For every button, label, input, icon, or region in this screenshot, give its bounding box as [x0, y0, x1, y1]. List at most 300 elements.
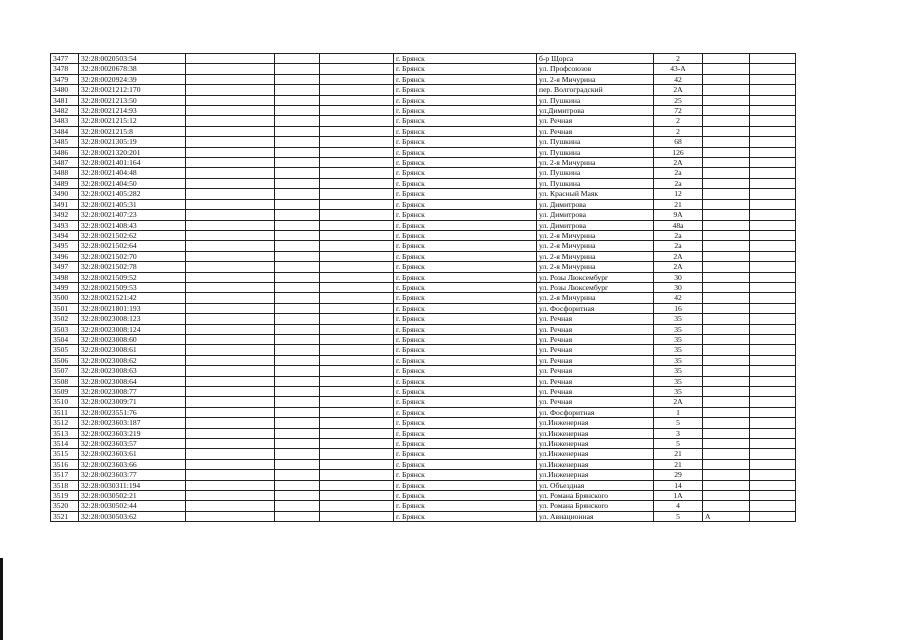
empty-cell	[186, 397, 275, 407]
cadastral-number: 32:28:0021502:78	[79, 262, 186, 272]
cadastral-number: 32:28:0021405:282	[79, 189, 186, 199]
row-number: 3500	[51, 293, 79, 303]
street-cell: ул. Фосфоритная	[537, 407, 654, 417]
empty-cell	[275, 95, 320, 105]
empty-cell	[750, 230, 796, 240]
extra-cell	[703, 418, 750, 428]
empty-cell	[186, 501, 275, 511]
house-cell: 4	[654, 501, 703, 511]
cadastral-number: 32:28:0021213:50	[79, 95, 186, 105]
city-cell: г. Брянск	[394, 85, 537, 95]
table-row	[51, 262, 796, 272]
empty-cell	[750, 355, 796, 365]
empty-cell	[186, 85, 275, 95]
city-cell: г. Брянск	[394, 407, 537, 417]
empty-cell	[750, 418, 796, 428]
house-cell: 2а	[654, 168, 703, 178]
city-cell: г. Брянск	[394, 334, 537, 344]
row-number: 3521	[51, 511, 79, 521]
cadastral-number: 32:28:0020503:54	[79, 54, 186, 64]
city-cell: г. Брянск	[394, 126, 537, 136]
table-row	[51, 282, 796, 292]
empty-cell	[750, 95, 796, 105]
extra-cell	[703, 376, 750, 386]
empty-cell	[750, 85, 796, 95]
empty-cell	[186, 106, 275, 116]
empty-cell	[320, 470, 394, 480]
empty-cell	[275, 387, 320, 397]
empty-cell	[275, 511, 320, 521]
cadastral-number: 32:28:0030502:44	[79, 501, 186, 511]
street-cell: ул. Пушкина	[537, 147, 654, 157]
table-row	[51, 74, 796, 84]
empty-cell	[275, 137, 320, 147]
extra-cell	[703, 137, 750, 147]
row-number: 3515	[51, 449, 79, 459]
empty-cell	[320, 95, 394, 105]
empty-cell	[320, 54, 394, 64]
row-number: 3488	[51, 168, 79, 178]
street-cell: ул. Речная	[537, 366, 654, 376]
empty-cell	[275, 241, 320, 251]
empty-cell	[186, 470, 275, 480]
empty-cell	[750, 262, 796, 272]
cadastral-number: 32:28:0023008:124	[79, 324, 186, 334]
cadastral-number: 32:28:0021509:53	[79, 282, 186, 292]
row-number: 3520	[51, 501, 79, 511]
empty-cell	[186, 439, 275, 449]
table-row	[51, 407, 796, 417]
empty-cell	[750, 178, 796, 188]
empty-cell	[320, 355, 394, 365]
table-row	[51, 428, 796, 438]
row-number: 3491	[51, 199, 79, 209]
street-cell: ул. Пушкина	[537, 168, 654, 178]
cadastral-number: 32:28:0023603:219	[79, 428, 186, 438]
empty-cell	[186, 262, 275, 272]
cadastral-number: 32:28:0023008:123	[79, 314, 186, 324]
empty-cell	[275, 459, 320, 469]
table-row	[51, 251, 796, 261]
empty-cell	[275, 106, 320, 116]
street-cell: ул. Авиационная	[537, 511, 654, 521]
table-row	[51, 158, 796, 168]
cadastral-number: 32:28:0023603:57	[79, 439, 186, 449]
extra-cell	[703, 54, 750, 64]
city-cell: г. Брянск	[394, 480, 537, 490]
empty-cell	[186, 334, 275, 344]
cadastral-number: 32:28:0023008:60	[79, 334, 186, 344]
street-cell: ул. Розы Люксембург	[537, 272, 654, 282]
table-row	[51, 116, 796, 126]
extra-cell	[703, 491, 750, 501]
table-row	[51, 199, 796, 209]
house-cell: 30	[654, 282, 703, 292]
row-number: 3501	[51, 303, 79, 313]
empty-cell	[750, 189, 796, 199]
street-cell: ул. Димитрова	[537, 220, 654, 230]
empty-cell	[186, 303, 275, 313]
extra-cell	[703, 158, 750, 168]
street-cell: ул.Инженерная	[537, 459, 654, 469]
house-cell: 35	[654, 366, 703, 376]
empty-cell	[320, 126, 394, 136]
row-number: 3482	[51, 106, 79, 116]
empty-cell	[275, 470, 320, 480]
cadastral-number: 32:28:0023008:64	[79, 376, 186, 386]
row-number: 3499	[51, 282, 79, 292]
empty-cell	[275, 355, 320, 365]
empty-cell	[750, 480, 796, 490]
city-cell: г. Брянск	[394, 168, 537, 178]
empty-cell	[186, 418, 275, 428]
empty-cell	[275, 210, 320, 220]
extra-cell	[703, 282, 750, 292]
table-row	[51, 230, 796, 240]
street-cell: ул. Речная	[537, 126, 654, 136]
row-number: 3514	[51, 439, 79, 449]
city-cell: г. Брянск	[394, 74, 537, 84]
empty-cell	[186, 210, 275, 220]
street-cell: ул. Фосфоритная	[537, 303, 654, 313]
empty-cell	[750, 501, 796, 511]
empty-cell	[186, 272, 275, 282]
row-number: 3490	[51, 189, 79, 199]
empty-cell	[186, 251, 275, 261]
cadastral-number: 32:28:0021214:93	[79, 106, 186, 116]
cadastral-number: 32:28:0021502:64	[79, 241, 186, 251]
row-number: 3517	[51, 470, 79, 480]
table-row	[51, 470, 796, 480]
empty-cell	[186, 366, 275, 376]
cadastral-number: 32:28:0021212:170	[79, 85, 186, 95]
empty-cell	[750, 428, 796, 438]
street-cell: ул. 2-я Мичурина	[537, 251, 654, 261]
street-cell: ул. 2-я Мичурина	[537, 241, 654, 251]
empty-cell	[750, 366, 796, 376]
table-row	[51, 210, 796, 220]
city-cell: г. Брянск	[394, 189, 537, 199]
city-cell: г. Брянск	[394, 459, 537, 469]
house-cell: 2А	[654, 262, 703, 272]
street-cell: ул. Объездная	[537, 480, 654, 490]
empty-cell	[320, 345, 394, 355]
city-cell: г. Брянск	[394, 210, 537, 220]
city-cell: г. Брянск	[394, 501, 537, 511]
row-number: 3505	[51, 345, 79, 355]
table-row	[51, 95, 796, 105]
cadastral-number: 32:28:0023008:77	[79, 387, 186, 397]
house-cell: 5	[654, 511, 703, 521]
empty-cell	[275, 345, 320, 355]
empty-cell	[186, 480, 275, 490]
row-number: 3513	[51, 428, 79, 438]
table-row	[51, 501, 796, 511]
empty-cell	[320, 230, 394, 240]
empty-cell	[186, 355, 275, 365]
house-cell: 35	[654, 376, 703, 386]
extra-cell	[703, 272, 750, 282]
empty-cell	[320, 314, 394, 324]
row-number: 3504	[51, 334, 79, 344]
empty-cell	[750, 397, 796, 407]
table-row	[51, 345, 796, 355]
table-row	[51, 418, 796, 428]
empty-cell	[186, 230, 275, 240]
page-edge-mark	[0, 558, 3, 640]
extra-cell	[703, 439, 750, 449]
table-row	[51, 334, 796, 344]
cadastral-number: 32:28:0023009:71	[79, 397, 186, 407]
house-cell: 2А	[654, 397, 703, 407]
house-cell: 35	[654, 314, 703, 324]
empty-cell	[186, 126, 275, 136]
house-cell: 2	[654, 116, 703, 126]
extra-cell	[703, 387, 750, 397]
city-cell: г. Брянск	[394, 439, 537, 449]
extra-cell	[703, 147, 750, 157]
empty-cell	[750, 314, 796, 324]
extra-cell	[703, 324, 750, 334]
empty-cell	[750, 147, 796, 157]
table-row	[51, 241, 796, 251]
street-cell: ул. Красный Маяк	[537, 189, 654, 199]
empty-cell	[275, 158, 320, 168]
street-cell: ул. Димитрова	[537, 199, 654, 209]
cadastral-number: 32:28:0021521:42	[79, 293, 186, 303]
house-cell: 42	[654, 293, 703, 303]
extra-cell	[703, 199, 750, 209]
empty-cell	[320, 282, 394, 292]
house-cell: 48а	[654, 220, 703, 230]
extra-cell	[703, 168, 750, 178]
extra-cell	[703, 230, 750, 240]
empty-cell	[275, 397, 320, 407]
city-cell: г. Брянск	[394, 397, 537, 407]
cadastral-number: 32:28:0023603:187	[79, 418, 186, 428]
empty-cell	[186, 74, 275, 84]
city-cell: г. Брянск	[394, 345, 537, 355]
cadastral-number: 32:28:0021405:31	[79, 199, 186, 209]
extra-cell	[703, 95, 750, 105]
empty-cell	[186, 220, 275, 230]
city-cell: г. Брянск	[394, 147, 537, 157]
street-cell: ул. Романа Брянского	[537, 501, 654, 511]
extra-cell	[703, 126, 750, 136]
house-cell: 2	[654, 126, 703, 136]
empty-cell	[275, 428, 320, 438]
empty-cell	[750, 126, 796, 136]
city-cell: г. Брянск	[394, 491, 537, 501]
city-cell: г. Брянск	[394, 137, 537, 147]
empty-cell	[750, 345, 796, 355]
row-number: 3498	[51, 272, 79, 282]
empty-cell	[320, 85, 394, 95]
row-number: 3506	[51, 355, 79, 365]
extra-cell	[703, 459, 750, 469]
empty-cell	[750, 158, 796, 168]
cadastral-number: 32:28:0020678:38	[79, 64, 186, 74]
empty-cell	[320, 241, 394, 251]
empty-cell	[320, 511, 394, 521]
row-number: 3493	[51, 220, 79, 230]
empty-cell	[186, 178, 275, 188]
empty-cell	[186, 95, 275, 105]
table-row	[51, 168, 796, 178]
empty-cell	[275, 272, 320, 282]
city-cell: г. Брянск	[394, 293, 537, 303]
table-row	[51, 459, 796, 469]
empty-cell	[750, 470, 796, 480]
cadastral-number: 32:28:0023551:76	[79, 407, 186, 417]
row-number: 3481	[51, 95, 79, 105]
row-number: 3508	[51, 376, 79, 386]
empty-cell	[750, 387, 796, 397]
empty-cell	[750, 64, 796, 74]
table-row	[51, 324, 796, 334]
empty-cell	[320, 303, 394, 313]
empty-cell	[750, 407, 796, 417]
street-cell: ул. 2-я Мичурина	[537, 262, 654, 272]
empty-cell	[750, 116, 796, 126]
table-row	[51, 106, 796, 116]
cadastral-number: 32:28:0021801:193	[79, 303, 186, 313]
table-row	[51, 387, 796, 397]
city-cell: г. Брянск	[394, 303, 537, 313]
extra-cell	[703, 116, 750, 126]
house-cell: 35	[654, 345, 703, 355]
street-cell: ул. Пушкина	[537, 178, 654, 188]
extra-cell	[703, 480, 750, 490]
empty-cell	[320, 106, 394, 116]
street-cell: ул. 2-я Мичурина	[537, 230, 654, 240]
empty-cell	[320, 147, 394, 157]
table-row	[51, 272, 796, 282]
city-cell: г. Брянск	[394, 282, 537, 292]
row-number: 3497	[51, 262, 79, 272]
street-cell: ул. Речная	[537, 116, 654, 126]
cadastral-number: 32:28:0021320:201	[79, 147, 186, 157]
empty-cell	[320, 137, 394, 147]
extra-cell	[703, 407, 750, 417]
street-cell: ул. Речная	[537, 355, 654, 365]
empty-cell	[750, 106, 796, 116]
extra-cell	[703, 334, 750, 344]
street-cell: ул. Пушкина	[537, 95, 654, 105]
empty-cell	[750, 74, 796, 84]
cadastral-number: 32:28:0021215:8	[79, 126, 186, 136]
city-cell: г. Брянск	[394, 199, 537, 209]
empty-cell	[186, 189, 275, 199]
empty-cell	[750, 220, 796, 230]
empty-cell	[275, 480, 320, 490]
empty-cell	[320, 439, 394, 449]
empty-cell	[275, 189, 320, 199]
extra-cell	[703, 210, 750, 220]
empty-cell	[275, 501, 320, 511]
empty-cell	[275, 220, 320, 230]
row-number: 3489	[51, 178, 79, 188]
house-cell: 29	[654, 470, 703, 480]
empty-cell	[320, 189, 394, 199]
city-cell: г. Брянск	[394, 116, 537, 126]
empty-cell	[320, 199, 394, 209]
extra-cell	[703, 106, 750, 116]
empty-cell	[275, 64, 320, 74]
row-number: 3511	[51, 407, 79, 417]
empty-cell	[186, 64, 275, 74]
table-row	[51, 64, 796, 74]
empty-cell	[750, 199, 796, 209]
empty-cell	[750, 137, 796, 147]
house-cell: 2А	[654, 85, 703, 95]
street-cell: ул. Профсоюзов	[537, 64, 654, 74]
empty-cell	[275, 282, 320, 292]
extra-cell: А	[703, 511, 750, 521]
empty-cell	[320, 158, 394, 168]
empty-cell	[275, 314, 320, 324]
empty-cell	[275, 439, 320, 449]
table-row	[51, 491, 796, 501]
cadastral-number: 32:28:0030311:194	[79, 480, 186, 490]
extra-cell	[703, 366, 750, 376]
extra-cell	[703, 220, 750, 230]
cadastral-number: 32:28:0023008:61	[79, 345, 186, 355]
street-cell: б-р Щорса	[537, 54, 654, 64]
city-cell: г. Брянск	[394, 418, 537, 428]
street-cell: ул.Инженерная	[537, 418, 654, 428]
cadastral-number: 32:28:0021502:70	[79, 251, 186, 261]
city-cell: г. Брянск	[394, 366, 537, 376]
extra-cell	[703, 428, 750, 438]
city-cell: г. Брянск	[394, 387, 537, 397]
row-number: 3487	[51, 158, 79, 168]
city-cell: г. Брянск	[394, 54, 537, 64]
cadastral-number: 32:28:0021408:43	[79, 220, 186, 230]
table-row	[51, 126, 796, 136]
street-cell: ул.Инженерная	[537, 439, 654, 449]
empty-cell	[186, 282, 275, 292]
empty-cell	[275, 168, 320, 178]
row-number: 3478	[51, 64, 79, 74]
empty-cell	[320, 387, 394, 397]
empty-cell	[275, 85, 320, 95]
extra-cell	[703, 303, 750, 313]
cadastral-number: 32:28:0030503:62	[79, 511, 186, 521]
extra-cell	[703, 189, 750, 199]
street-cell: ул. Речная	[537, 324, 654, 334]
row-number: 3494	[51, 230, 79, 240]
table-row	[51, 511, 796, 521]
house-cell: 14	[654, 480, 703, 490]
cadastral-number: 32:28:0021509:52	[79, 272, 186, 282]
extra-cell	[703, 355, 750, 365]
empty-cell	[186, 491, 275, 501]
extra-cell	[703, 74, 750, 84]
row-number: 3484	[51, 126, 79, 136]
extra-cell	[703, 314, 750, 324]
empty-cell	[186, 137, 275, 147]
house-cell: 21	[654, 199, 703, 209]
empty-cell	[186, 459, 275, 469]
extra-cell	[703, 64, 750, 74]
cadastral-number: 32:28:0023603:66	[79, 459, 186, 469]
house-cell: 2А	[654, 251, 703, 261]
street-cell: ул. Речная	[537, 345, 654, 355]
row-number: 3480	[51, 85, 79, 95]
house-cell: 21	[654, 459, 703, 469]
empty-cell	[275, 303, 320, 313]
